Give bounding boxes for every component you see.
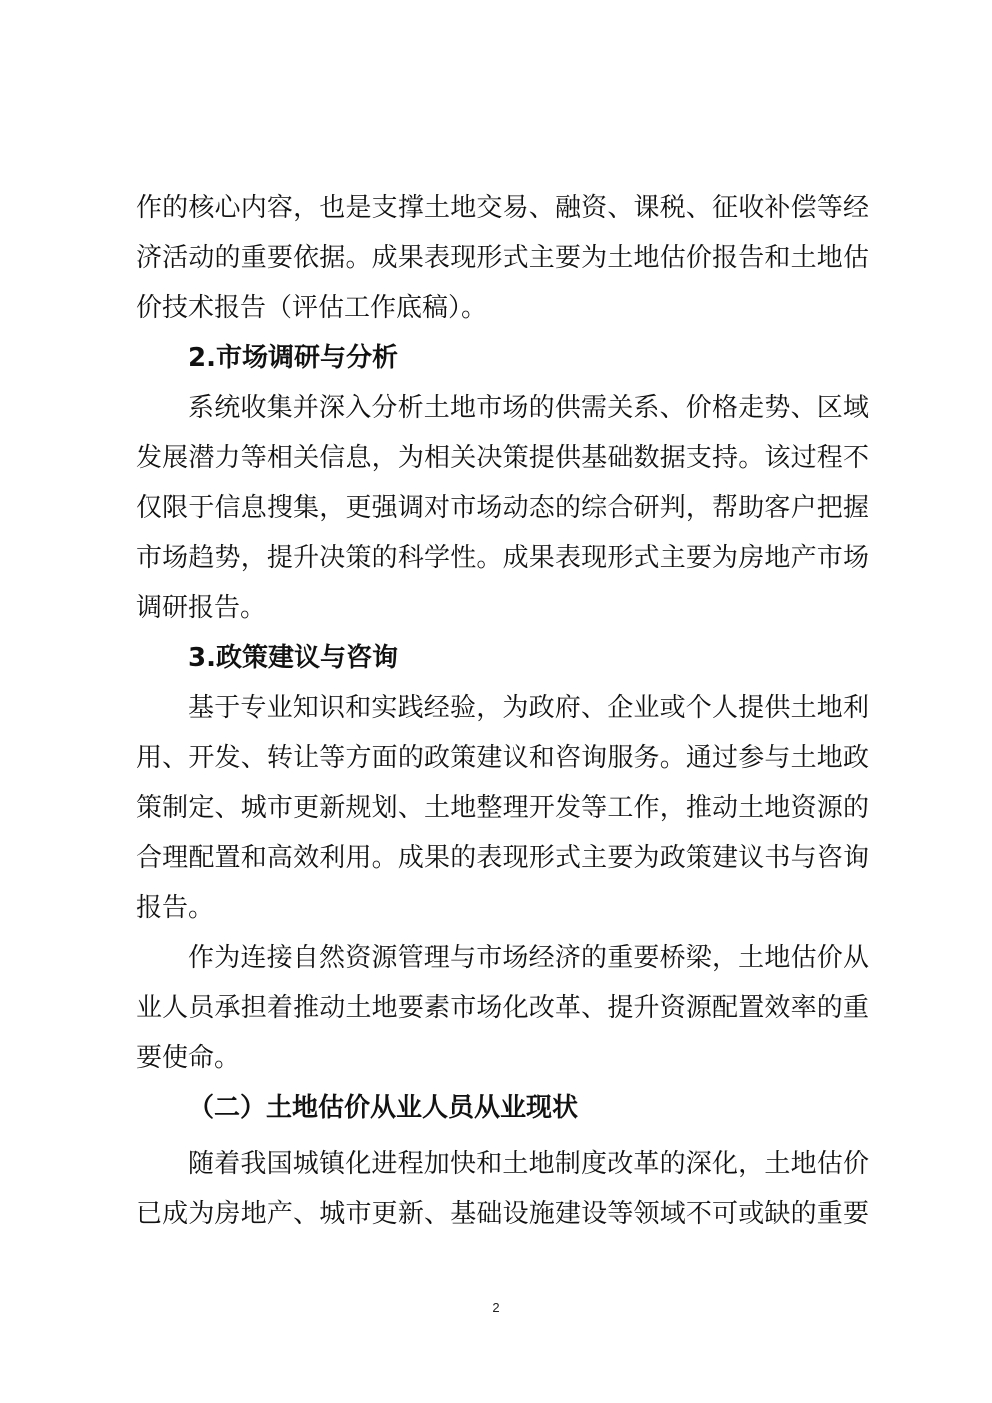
paragraph-line: 作的核心内容，也是支撑土地交易、融资、课税、征收补偿等经 <box>136 193 869 223</box>
paragraph-line: 报告。 <box>136 893 215 923</box>
paragraph-line: 市场趋势，提升决策的科学性。成果表现形式主要为房地产市场 <box>136 543 869 573</box>
paragraph-line: 作为连接自然资源管理与市场经济的重要桥梁，土地估价从 <box>188 943 869 973</box>
paragraph-line: 合理配置和高效利用。成果的表现形式主要为政策建议书与咨询 <box>136 843 869 873</box>
paragraph-line: 济活动的重要依据。成果表现形式主要为土地估价报告和土地估 <box>136 243 869 273</box>
paragraph-line: 系统收集并深入分析土地市场的供需关系、价格走势、区域 <box>188 393 869 423</box>
paragraph-line: 仅限于信息搜集，更强调对市场动态的综合研判，帮助客户把握 <box>136 493 869 523</box>
paragraph-line: 基于专业知识和实践经验，为政府、企业或个人提供土地利 <box>188 693 869 723</box>
paragraph-line: 调研报告。 <box>136 593 267 623</box>
page-number: 2 <box>492 1300 500 1315</box>
paragraph-line: 已成为房地产、城市更新、基础设施建设等领域不可或缺的重要 <box>136 1199 869 1229</box>
paragraph-line: 价技术报告（评估工作底稿）。 <box>136 293 488 323</box>
section-heading-policy-advice: 3.政策建议与咨询 <box>188 643 398 673</box>
section-heading-current-status: （二）土地估价从业人员从业现状 <box>188 1093 579 1123</box>
paragraph-line: 随着我国城镇化进程加快和土地制度改革的深化，土地估价 <box>188 1149 869 1179</box>
paragraph-line: 要使命。 <box>136 1043 241 1073</box>
section-heading-market-research: 2.市场调研与分析 <box>188 343 398 373</box>
paragraph-line: 用、开发、转让等方面的政策建议和咨询服务。通过参与土地政 <box>136 743 869 773</box>
paragraph-line: 策制定、城市更新规划、土地整理开发等工作，推动土地资源的 <box>136 793 869 823</box>
paragraph-line: 业人员承担着推动土地要素市场化改革、提升资源配置效率的重 <box>136 993 869 1023</box>
paragraph-line: 发展潜力等相关信息，为相关决策提供基础数据支持。该过程不 <box>136 443 869 473</box>
